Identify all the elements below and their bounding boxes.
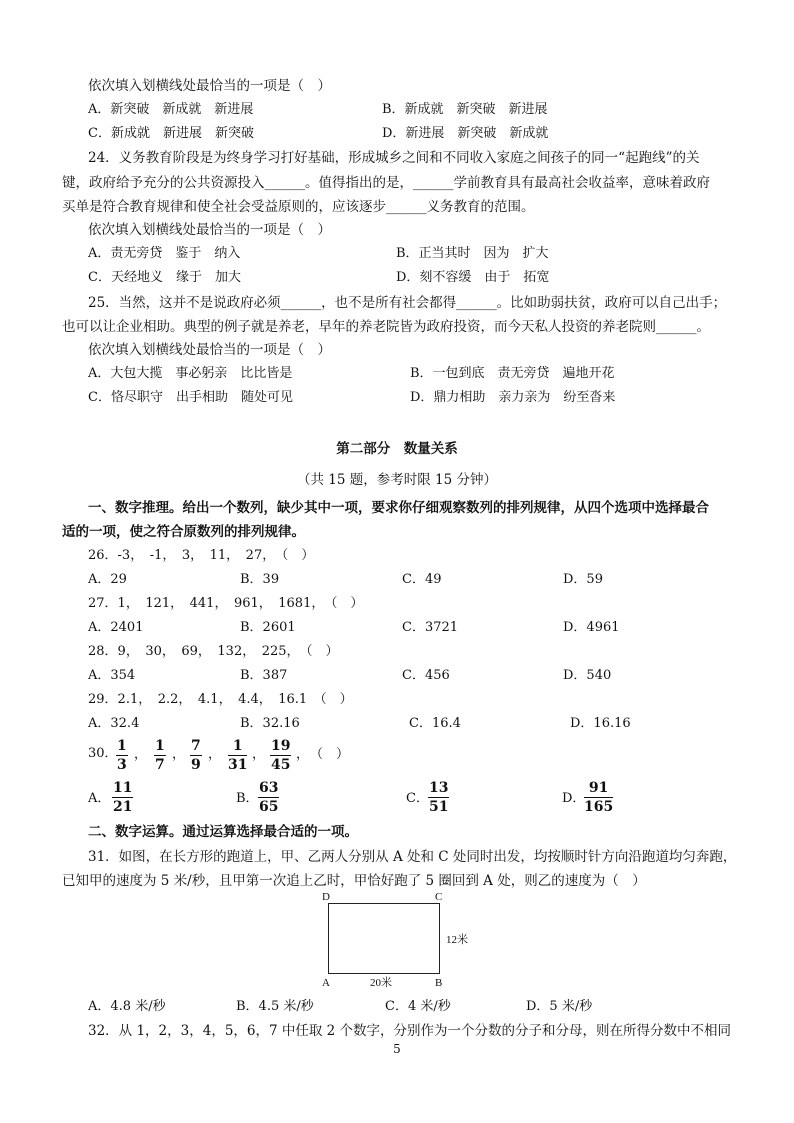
q30-option-b-denominator: 65: [259, 799, 279, 815]
q30-option-a-fraction: [112, 780, 133, 815]
q30-term-2: [154, 738, 166, 773]
corner-label-c: C: [435, 891, 443, 903]
q30-separator: ，: [296, 747, 310, 762]
q25-option-c: C．恪尽职守 出手相助 随处可见: [88, 390, 293, 405]
q26-stem: 26．-3， -1， 3， 11， 27， （ ）: [88, 548, 315, 563]
q30-separator: ，: [208, 747, 222, 762]
q30-number: 30．: [88, 746, 118, 761]
q24-stem-line-1: 24．义务教育阶段是为终身学习打好基础，形成城乡之间和不同收入家庭之间孩子的同一“起跑线”的关: [88, 150, 700, 166]
q29-option-c: C．16.4: [409, 716, 461, 731]
q25-stem-line-1: 25．当然，这并不是说政府必须______，也不是所有社会都得______。比如助弱扶贫，政府可以自己出手；: [88, 295, 727, 311]
q30-term-2-numerator: 1: [155, 738, 165, 754]
section-1-instructions-line-1: 一、数字推理。给出一个数列，缺少其中一项，要求你仔细观察数列的排列规律，从四个选项中选择最合: [88, 500, 709, 516]
q25-prompt: 依次填入划横线处最恰当的一项是（ ）: [88, 342, 331, 358]
q31-stem-line-1: 31．如图，在长方形的跑道上，甲、乙两人分别从 A 处和 C 处同时出发，均按顺时针方向沿跑道均匀奔跑，: [88, 849, 737, 865]
q31-option-c: C．4 米/秒: [385, 999, 451, 1014]
q27-stem: 27．1， 121， 441， 961， 1681， （ ）: [88, 596, 364, 611]
q23-option-c: C．新成就 新进展 新突破: [88, 126, 254, 141]
q31-option-b: B．4.5 米/秒: [236, 999, 314, 1014]
q30-option-d-denominator: 165: [584, 799, 614, 815]
q31-option-a: A．4.8 米/秒: [88, 999, 166, 1014]
q30-separator: ，: [172, 747, 186, 762]
q30-term-5-numerator: 19: [271, 738, 291, 754]
q26-option-a: A．29: [88, 572, 127, 587]
q24-prompt: 依次填入划横线处最恰当的一项是（ ）: [88, 222, 331, 238]
track-diagram: [318, 891, 478, 991]
q28-option-b: B．387: [240, 668, 288, 683]
q31-option-d: D．5 米/秒: [526, 999, 593, 1014]
q25-option-a: A．大包大揽 事必躬亲 比比皆是: [88, 366, 293, 381]
q30-term-1: [116, 738, 128, 773]
q30-separator: ，: [134, 747, 148, 762]
q29-option-a: A．32.4: [88, 716, 140, 731]
q30-blank: （ ）: [310, 747, 350, 762]
width-label: 20米: [370, 977, 392, 989]
q23-prompt: 依次填入划横线处最恰当的一项是（ ）: [88, 78, 331, 94]
q23-option-d: D．新进展 新突破 新成就: [382, 126, 549, 141]
q30-term-3-numerator: 7: [191, 738, 201, 754]
q25-option-b: B．一包到底 责无旁贷 遍地开花: [410, 366, 615, 381]
q27-option-d: D．4961: [563, 620, 620, 635]
q30-separator: ，: [252, 747, 266, 762]
q27-option-b: B．2601: [240, 620, 296, 635]
q23-option-a: A．新突破 新成就 新进展: [88, 102, 254, 117]
q30-term-1-numerator: 1: [117, 738, 127, 754]
q26-option-d: D．59: [563, 572, 603, 587]
q30-option-c-numerator: 13: [429, 780, 449, 796]
q30-term-3-denominator: 9: [191, 757, 201, 773]
q30-term-5: [270, 738, 291, 773]
q24-option-c: C．天经地义 缘于 加大: [88, 270, 241, 285]
q27-option-a: A．2401: [88, 620, 144, 635]
q30-option-c-denominator: 51: [429, 799, 449, 815]
q30-term-2-denominator: 7: [155, 757, 165, 773]
q30-term-1-denominator: 3: [117, 757, 127, 773]
q30-option-d-label: D．: [562, 791, 586, 806]
q26-option-b: B．39: [240, 572, 280, 587]
q30-option-a-label: A．: [88, 791, 111, 806]
q25-stem-line-2: 也可以让企业相助。典型的例子就是养老，早年的养老院皆为政府投资，而今天私人投资的养老院则______。: [62, 319, 710, 335]
q30-term-5-denominator: 45: [271, 757, 291, 773]
q24-option-b: B．正当其时 因为 扩大: [396, 246, 549, 261]
q28-option-c: C．456: [402, 668, 450, 683]
q29-stem: 29．2.1， 2.2， 4.1， 4.4， 16.1 （ ）: [88, 692, 353, 707]
page-number: 5: [393, 1042, 401, 1056]
q26-option-c: C．49: [402, 572, 442, 587]
part-title: 第二部分 数量关系: [336, 441, 458, 457]
q28-option-a: A．354: [88, 668, 136, 683]
q24-stem-line-2: 键，政府给予充分的公共资源投入______。值得指出的是，______学前教育具有最高社会收益率，意味着政府: [62, 175, 710, 191]
q30-term-4-numerator: 1: [228, 738, 247, 756]
corner-label-b: B: [435, 977, 443, 989]
q32-stem-line-1: 32．从 1，2，3，4，5，6，7 中任取 2 个数字，分别作为一个分数的分子和分母，则在所得分数中不相同: [88, 1023, 732, 1039]
q30-option-a-numerator: 11: [113, 780, 133, 796]
q28-stem: 28．9， 30， 69， 132， 225， （ ）: [88, 644, 339, 659]
part-subtitle: （共 15 题，参考时限 15 分钟）: [296, 472, 498, 488]
q30-option-d-fraction: [584, 780, 613, 815]
q23-option-b: B．新成就 新突破 新进展: [382, 102, 548, 117]
q29-option-d: D．16.16: [570, 716, 631, 731]
section-2-title: 二、数字运算。通过运算选择最合适的一项。: [88, 824, 358, 840]
height-label: 12米: [446, 934, 468, 946]
track-rectangle: [328, 903, 440, 974]
q30-option-d-numerator: 91: [584, 780, 613, 798]
q28-option-d: D．540: [563, 668, 612, 683]
q30-term-4: [228, 738, 247, 773]
q31-stem-line-2: 已知甲的速度为 5 米/秒，且甲第一次追上乙时，甲恰好跑了 5 圈回到 A 处，则乙的速度为（ ）: [62, 873, 646, 889]
corner-label-d: D: [322, 891, 330, 903]
corner-label-a: A: [322, 977, 330, 989]
q24-stem-line-3: 买单是符合教育规律和使全社会受益原则的，应该逐步______义务教育的范围。: [62, 199, 535, 215]
q30-option-a-denominator: 21: [113, 799, 133, 815]
q30-term-4-denominator: 31: [228, 757, 248, 773]
q24-option-d: D．刻不容缓 由于 拓宽: [396, 270, 550, 285]
q30-option-b-fraction: [258, 780, 279, 815]
q29-option-b: B．32.16: [240, 716, 300, 731]
q25-option-d: D．鼎力相助 亲力亲为 纷至沓来: [410, 390, 616, 405]
q30-option-b-numerator: 63: [259, 780, 279, 796]
q30-option-c-fraction: [428, 780, 449, 815]
q27-option-c: C．3721: [402, 620, 459, 635]
section-1-instructions-line-2: 适的一项，使之符合原数列的排列规律。: [62, 524, 305, 540]
q24-option-a: A．责无旁贷 鉴于 纳入: [88, 246, 241, 261]
q30-option-b-label: B．: [236, 791, 259, 806]
q30-option-c-label: C．: [406, 791, 429, 806]
q30-term-3: [190, 738, 202, 773]
